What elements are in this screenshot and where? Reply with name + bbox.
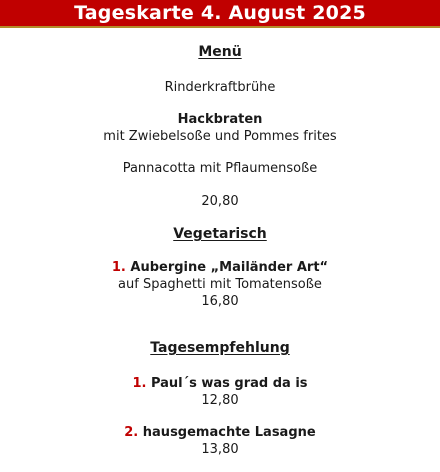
recommendation-item-price: 13,80 bbox=[201, 442, 239, 457]
page-title: Tageskarte 4. August 2025 bbox=[74, 2, 366, 24]
item-number: 1. bbox=[111, 260, 126, 275]
recommendation-item bbox=[0, 424, 440, 458]
vegetarian-item bbox=[0, 259, 440, 310]
menu-dessert: Pannacotta mit Pflaumensoße bbox=[122, 161, 318, 176]
menu-price: 20,80 bbox=[201, 194, 239, 209]
vegetarian-item-desc: auf Spaghetti mit Tomatensoße bbox=[118, 277, 322, 292]
menu-section bbox=[0, 44, 440, 61]
recommendation-section bbox=[0, 340, 440, 357]
recommendation-item-price: 12,80 bbox=[201, 393, 239, 408]
recommendation-item-title: Paul´s was grad da is bbox=[150, 376, 308, 391]
recommendation-item bbox=[0, 375, 440, 409]
item-number: 2. bbox=[124, 425, 139, 440]
menu-soup: Rinderkraftbrühe bbox=[164, 80, 276, 95]
vegetarian-item-price: 16,80 bbox=[201, 294, 239, 309]
menu-heading: Menü bbox=[198, 44, 242, 60]
menu-price-block bbox=[0, 193, 440, 210]
item-number: 1. bbox=[132, 376, 147, 391]
menu-main-title: Hackbraten bbox=[177, 112, 263, 127]
vegetarian-heading: Vegetarisch bbox=[173, 226, 267, 242]
vegetarian-item-title: Aubergine „Mailänder Art“ bbox=[130, 260, 329, 275]
menu-main-block bbox=[0, 111, 440, 145]
recommendation-item-title: hausgemachte Lasagne bbox=[142, 425, 316, 440]
menu-soup-block bbox=[0, 79, 440, 96]
recommendation-heading: Tagesempfehlung bbox=[150, 340, 290, 356]
title-banner bbox=[0, 0, 440, 28]
menu-dessert-block bbox=[0, 160, 440, 177]
vegetarian-section bbox=[0, 226, 440, 243]
menu-main-desc: mit Zwiebelsoße und Pommes frites bbox=[103, 129, 337, 144]
